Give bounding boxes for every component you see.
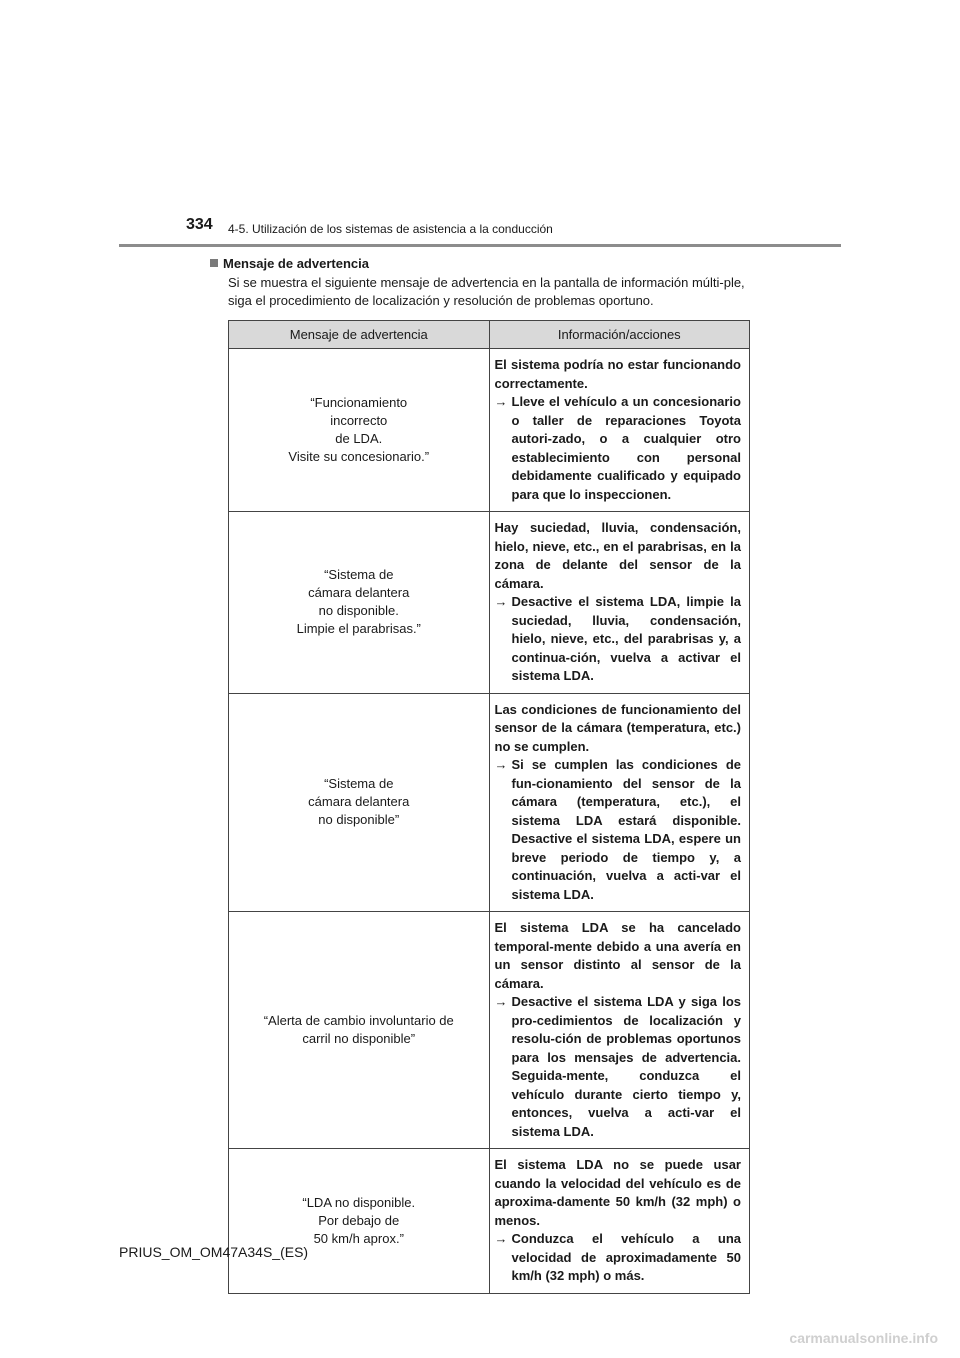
column-header-message: Mensaje de advertencia: [229, 321, 490, 349]
page-number: 334: [186, 216, 213, 233]
table-row: [229, 693, 750, 912]
warning-message-cell: [229, 693, 490, 912]
action-item: [495, 756, 742, 904]
warning-message-cell: [229, 912, 490, 1149]
cause-text: Las condiciones de funcionamiento del sensor de la cámara (temperatura, etc.) no se cumplen.: [494, 701, 741, 754]
info-cell: [489, 512, 750, 694]
table-row: [229, 912, 750, 1149]
action-item: [495, 593, 742, 686]
cause-text: Hay suciedad, lluvia, condensación, hielo, nieve, etc., en el parabrisas, en la zona de delante del sensor de la cámara.: [494, 520, 741, 591]
arrow-icon: →: [494, 757, 508, 772]
watermark: carmanualsonline.info: [789, 1330, 938, 1346]
warning-message-cell: [229, 512, 490, 694]
info-cell: [489, 693, 750, 912]
message-line: carril no disponible”: [302, 1031, 416, 1046]
info-cell: [489, 349, 750, 512]
arrow-icon: →: [494, 1231, 508, 1246]
message-line: “Sistema de: [324, 776, 394, 792]
action-item: [495, 393, 742, 504]
warning-message-cell: [229, 349, 490, 512]
message-line: incorrecto: [330, 413, 388, 428]
message-line: Limpie el parabrisas.”: [296, 621, 421, 637]
message-line: Por debajo de: [318, 1212, 400, 1228]
document-code: PRIUS_OM_OM47A34S_(ES): [119, 1244, 309, 1260]
cause-text: El sistema LDA se ha cancelado temporal-mente debido a una avería en un sensor distinto al sensor de la cámara.: [494, 920, 741, 991]
warning-messages-table: [228, 320, 750, 1294]
action-item: [495, 993, 742, 1141]
info-cell: [489, 912, 750, 1149]
cause-text: El sistema podría no estar funcionando correctamente.: [494, 357, 741, 391]
intro-paragraph: Si se muestra el siguiente mensaje de advertencia en la pantalla de información múlti-ple, siga el procedimiento de localización y resolución de problemas oportuno.: [228, 275, 745, 308]
action-text: Conduzca el vehículo a una velocidad de aproximadamente 50 km/h (32 mph) o más.: [511, 1231, 741, 1283]
message-line: “Alerta de cambio involuntario de: [263, 1013, 454, 1028]
section-heading: [210, 256, 369, 271]
action-text: Desactive el sistema LDA, limpie la suciedad, lluvia, condensación, hielo, nieve, etc., del parabrisas y, a continua-ción, vuelva a activar el sistema LDA.: [511, 594, 741, 683]
action-text: Si se cumplen las condiciones de fun-cionamiento del sensor de la cámara (temperatura, etc.), el sistema LDA estará disponible. Desactive el sistema LDA, espere un breve periodo de tiempo y, a continuación, vuelva a acti-var el sistema LDA.: [511, 757, 741, 902]
action-item: [495, 1230, 742, 1286]
message-line: cámara delantera: [308, 585, 410, 601]
message-line: Visite su concesionario.”: [288, 449, 430, 464]
action-text: Desactive el sistema LDA y siga los pro-cedimientos de localización y resolu-ción de problemas oportunos para los mensajes de advertencia. Seguida-mente, conduzca el vehículo durante cierto tiempo y, entonces, vuelva a acti-var el sistema LDA.: [511, 994, 741, 1139]
square-bullet-icon: [210, 259, 218, 267]
message-line: 50 km/h aprox.”: [313, 1230, 404, 1246]
arrow-icon: →: [494, 394, 508, 409]
section-heading-text: Mensaje de advertencia: [223, 256, 369, 271]
message-line: cámara delantera: [308, 794, 410, 810]
arrow-icon: →: [494, 594, 508, 609]
column-header-info: Información/acciones: [489, 321, 750, 349]
header-divider: [119, 244, 841, 247]
arrow-icon: →: [494, 994, 508, 1009]
message-line: “Sistema de: [324, 567, 394, 583]
table-row: [229, 349, 750, 512]
chapter-title: 4-5. Utilización de los sistemas de asistencia a la conducción: [228, 222, 553, 236]
warning-message-cell: [229, 1149, 490, 1294]
table-header-row: [229, 321, 750, 349]
table-row: [229, 512, 750, 694]
info-cell: [489, 1149, 750, 1294]
cause-text: El sistema LDA no se puede usar cuando la velocidad del vehículo es de aproxima-damente 50 km/h (32 mph) o menos.: [494, 1157, 741, 1228]
message-line: “Funcionamiento: [310, 395, 408, 410]
action-text: Lleve el vehículo a un concesionario o taller de reparaciones Toyota autori-zado, o a cualquier otro establecimiento con personal debidamente cualificado y equipado para que lo inspeccionen.: [511, 394, 741, 502]
message-line: “LDA no disponible.: [302, 1194, 416, 1210]
message-line: no disponible”: [318, 812, 400, 828]
message-line: de LDA.: [335, 431, 383, 446]
message-line: no disponible.: [318, 603, 399, 619]
table-row: [229, 1149, 750, 1294]
